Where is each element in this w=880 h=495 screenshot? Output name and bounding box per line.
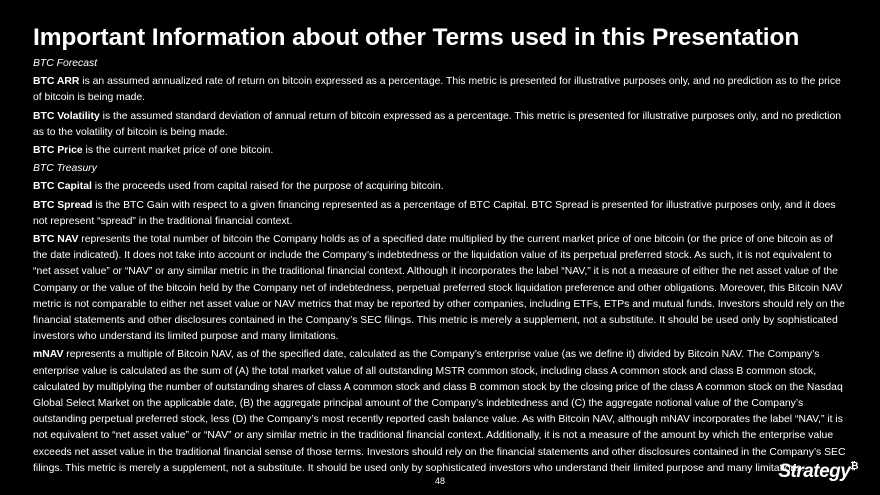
terms-content xyxy=(33,56,848,479)
term-label: mNAV xyxy=(33,349,64,361)
term-definition: is the current market price of one bitcoin. xyxy=(82,145,274,157)
definition-mnav xyxy=(33,347,848,477)
term-definition: is the proceeds used from capital raised for the purpose of acquiring bitcoin. xyxy=(91,181,444,193)
term-label: BTC Volatility xyxy=(33,110,100,122)
term-definition: is an assumed annualized rate of return on bitcoin expressed as a percentage. This metric is presented for illustrative purposes only, and no prediction as to the price of bitcoin is being made. xyxy=(33,76,841,104)
definition-btc-volatility xyxy=(33,109,848,141)
term-label: BTC Capital xyxy=(33,181,92,193)
bitcoin-icon: ₿ xyxy=(850,461,858,472)
definition-btc-price xyxy=(33,143,848,159)
definition-btc-arr xyxy=(33,74,848,106)
term-definition: represents the total number of bitcoin the Company holds as of a specified date multiplied by the current market price of one bitcoin (or the price of one bitcoin as of the date indicated). It does not take into account or include the Company’s indebtedness or the liquidation value of its perpetual preferred stock. As such, it is not equivalent to “net asset value” or “NAV” or any similar metric in the traditional financial context. Although it incorporates the label “NAV,” it is not a measure of either the net asset value of the Company or the value of the bitcoin held by the Company net of indebtedness, perpetual preferred stock liquidation preference and other obligations. Moreover, this Bitcoin NAV metric is not comparable to either net asset value or NAV metrics that may be reported by other companies, including ETFs, ETPs and mutual funds. Investors should rely on the financial statements and other disclosures contained in the Company’s SEC filings. This metric is merely a supplement, not a substitute. It should be used only by sophisticated investors who understand its limited purpose and many limitations. xyxy=(33,234,845,343)
term-label: BTC ARR xyxy=(33,76,80,88)
logo-text: Strategy xyxy=(778,461,851,482)
section-heading-forecast: BTC Forecast xyxy=(33,58,98,69)
page-number: 48 xyxy=(434,476,445,486)
section-heading-treasury: BTC Treasury xyxy=(33,163,97,175)
definition-btc-nav xyxy=(33,232,848,345)
term-label: BTC Spread xyxy=(33,199,93,211)
term-definition: is the BTC Gain with respect to a given financing represented as a percentage of BTC Capital. BTC Spread is presented for illustrative purposes only, and it does not represent “spread” in the traditional financial context. xyxy=(33,199,836,227)
term-label: BTC Price xyxy=(33,145,83,157)
page-title: Important Information about other Terms used in this Presentation xyxy=(33,24,800,51)
term-definition: is the assumed standard deviation of annual return of bitcoin expressed as a percentage. This metric is presented for illustrative purposes only, and no prediction as to the volatility of bitcoin is being made. xyxy=(33,110,842,138)
term-definition: represents a multiple of Bitcoin NAV, as of the specified date, calculated as the Company’s enterprise value (as we define it) divided by Bitcoin NAV. The Company’s enterprise value is calculated as the sum of (A) the total market value of all outstanding MSTR common stock, including class A common stock and class B common stock, calculated by multiplying the number of outstanding shares of class A common stock and class B common stock by the closing price of the class A common stock on the Nasdaq Global Select Market on the applicable date, (B) the aggregate principal amount of the Company’s indebtedness and (C) the aggregate notional value of the Company’s outstanding perpetual preferred stock, less (D) the Company’s most recently reported cash balance value. As with Bitcoin NAV, although mNAV incorporates the label “NAV,” it is not equivalent to “net asset value” or “NAV” or any similar metric in the traditional financial context. Additionally, it is not a measure of the amount by which the enterprise value exceeds net asset value in the traditional financial sense of those terms. Investors should rely on the financial statements and other disclosures contained in the Company’s SEC filings. This metric is merely a supplement, not a substitute. It should be used only by sophisticated investors who understand their limited purpose and many limitations. xyxy=(33,349,846,474)
term-label: BTC NAV xyxy=(33,234,79,246)
strategy-logo xyxy=(778,461,858,483)
definition-btc-capital xyxy=(33,179,848,195)
definition-btc-spread xyxy=(33,198,848,230)
